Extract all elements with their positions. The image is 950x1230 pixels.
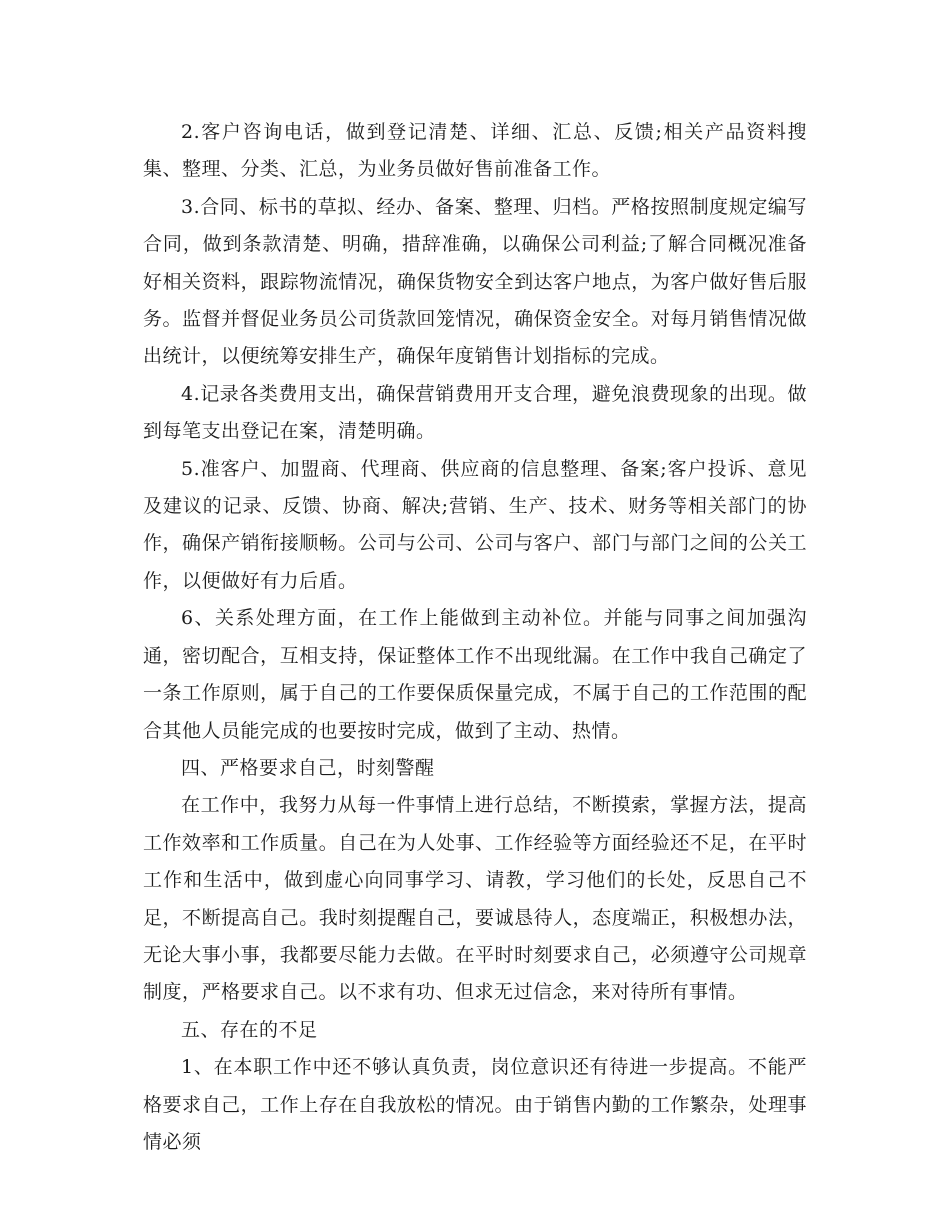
document-body [143, 114, 807, 1161]
paragraph-section-4-body: 在工作中，我努力从每一件事情上进行总结，不断摸索，掌握方法，提高工作效率和工作质量。自己在为人处事、工作经验等方面经验还不足，在平时工作和生活中，做到虚心向同事学习、请教，学习他们的长处，反思自己不足，不断提高自己。我时刻提醒自己，要诚恳待人，态度端正，积极想办法，无论大事小事，我都要尽能力去做。在平时时刻要求自己，必须遵守公司规章制度，严格要求自己。以不求有功、但求无过信念，来对待所有事情。 [143, 794, 807, 1004]
paragraph-item-5: 5.准客户、加盟商、代理商、供应商的信息整理、备案;客户投诉、意见及建议的记录、反馈、协商、解决;营销、生产、技术、财务等相关部门的协作，确保产销衔接顺畅。公司与公司、公司与客户、部门与部门之间的公关工作，以便做好有力后盾。 [143, 457, 807, 592]
paragraph-item-4: 4.记录各类费用支出，确保营销费用开支合理，避免浪费现象的出现。做到每笔支出登记在案，清楚明确。 [143, 382, 807, 443]
section-heading-4: 四、严格要求自己，时刻警醒 [181, 756, 435, 779]
section-heading-5: 五、存在的不足 [181, 1018, 318, 1041]
paragraph-item-3: 3.合同、标书的草拟、经办、备案、整理、归档。严格按照制度规定编写合同，做到条款清楚、明确，措辞准确，以确保公司利益;了解合同概况准备好相关资料，跟踪物流情况，确保货物安全到达客户地点，为客户做好售后服务。监督并督促业务员公司货款回笼情况，确保资金安全。对每月销售情况做出统计，以便统筹安排生产，确保年度销售计划指标的完成。 [143, 195, 807, 368]
paragraph-item-6: 6、关系处理方面，在工作上能做到主动补位。并能与同事之间加强沟通，密切配合，互相支持，保证整体工作不出现纰漏。在工作中我自己确定了一条工作原则，属于自己的工作要保质保量完成，不属于自己的工作范围的配合其他人员能完成的也要按时完成，做到了主动、热情。 [143, 607, 807, 742]
paragraph-shortcoming-1: 1、在本职工作中还不够认真负责，岗位意识还有待进一步提高。不能严格要求自己，工作上存在自我放松的情况。由于销售内勤的工作繁杂，处理事情必须 [143, 1056, 807, 1153]
paragraph-item-2: 2.客户咨询电话，做到登记清楚、详细、汇总、反馈;相关产品资料搜集、整理、分类、汇总，为业务员做好售前准备工作。 [143, 121, 807, 181]
